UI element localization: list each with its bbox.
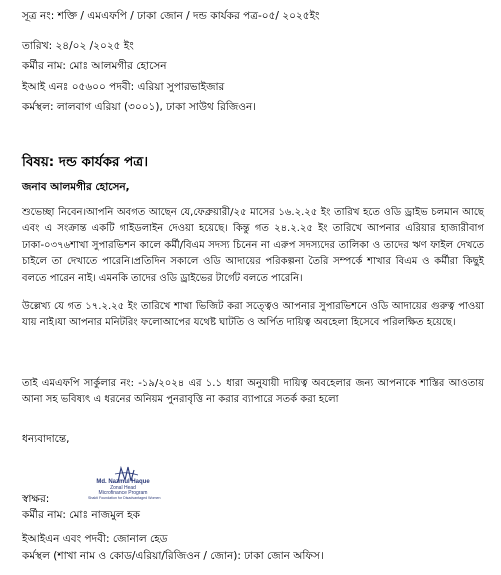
- employee-workplace: কর্মস্থল: লালবাগ এরিয়া (৩০০১), ঢাকা সাউথ রিজিওন।: [22, 101, 257, 113]
- body-paragraph-1: শুভেচ্ছা নিবেন।আপনি অবগত আছেন যে,ফেব্রুয়ারী/২৫ মাসের ১৬.২.২৫ ইং তারিখ হতে ওডি ড্রাইভ চলমান আছে এবং এ সংক্রান্ত একটি গাইডলাইন দেওয়া হয়েছে। কিন্তু গত ২৪.২.২৫ ইং তারিখে আপনার এরিয়ার হাজারীবাগ ঢাকা-০৩৭৬শাখা সুপারভিশন কালে কর্মী/বিএম সদস্য চিনেন না এরুপ সদস্যদের তালিকা ও তাদের ঋণ ফাইল দেখতে চাইলে তা দেখাতে পারেনি।প্রতিদিন সকালে ওডি আদায়ের পরিকল্পনা তৈরি সম্পর্কে শাখার বিএম ও কর্মীরা কিছুই বলতে পারেন নাই। এমনকি তাদের ওডি ড্রাইভের টার্গেট বলতে পারেনি।: [22, 207, 484, 284]
- employee-id-designation: ইআই এনঃ ০৫৬০০ পদবী: এরিয়া সুপারভাইজার: [22, 81, 225, 93]
- employee-name: কর্মীর নাম: মোঃ আলমগীর হোসেন: [22, 60, 167, 72]
- signature-label: স্বাক্ষর:: [22, 493, 50, 505]
- letter-date: তারিখ: ২৪/০২ /২০২৫ ইং: [22, 40, 134, 52]
- stamp-organization: Shakti Foundation for Disadvantaged Women: [88, 496, 161, 500]
- letter-subject: বিষয়: দন্ড কার্যকর পত্র।: [22, 154, 149, 170]
- reference-number: সূত্র নং: শক্তি / এমএফপি / ঢাকা জোন / দন্ড কার্যকর পত্র-০৫/ ২০২৫ইং: [22, 10, 320, 22]
- body-paragraph-3: তাই এমএফপি সার্কুলার নং: -১৯/২০২৪ এর ১.১ ধারা অনুযায়ী দায়িত্ব অবহেলার জন্য আপনাকে শাস্তির আওতায় আনা সহ ভবিষ্যৎ এ ধরনের অনিয়ম পুনরাবৃত্তি না করার ব্যাপারে সতর্ক করা হলো: [22, 378, 484, 406]
- signer-name: কর্মীর নাম: মোঃ নাজমুল হক: [22, 509, 140, 521]
- closing-text: ধন্যবাদান্তে,: [22, 433, 70, 445]
- stamp-program: Microfinance Program: [98, 490, 148, 496]
- signature-stamp: [80, 462, 161, 500]
- signer-id-designation: ইআইএন এবং পদবী: জোনাল হেড: [22, 533, 168, 545]
- signer-workplace: কর্মস্থল (শাখা নাম ও কোড/এরিয়া/রিজিওন / জোন): ঢাকা জোন অফিস।: [22, 550, 324, 562]
- salutation: জনাব আলমগীর হোসেন,: [22, 181, 130, 193]
- stamp-name: Md. Nazmul Haque: [96, 479, 150, 485]
- body-paragraph-2: উল্লেখ্য যে গত ১৭.২.২৫ ইং তারিখে শাখা ভিজিট করা সত্ত্বেও আপনার সুপারভিশনে ওডি আদায়ের গুরুত্ব পাওয়া যায় নাই।যা আপনার মনিটরিং ফলোআপের যথেষ্ট ঘাটতি ও অর্পিত দায়িত্ব অবহেলা হিসেবে পরিলক্ষিত হয়েছে।: [22, 301, 484, 329]
- stamp-title: Zonal Head: [110, 485, 136, 491]
